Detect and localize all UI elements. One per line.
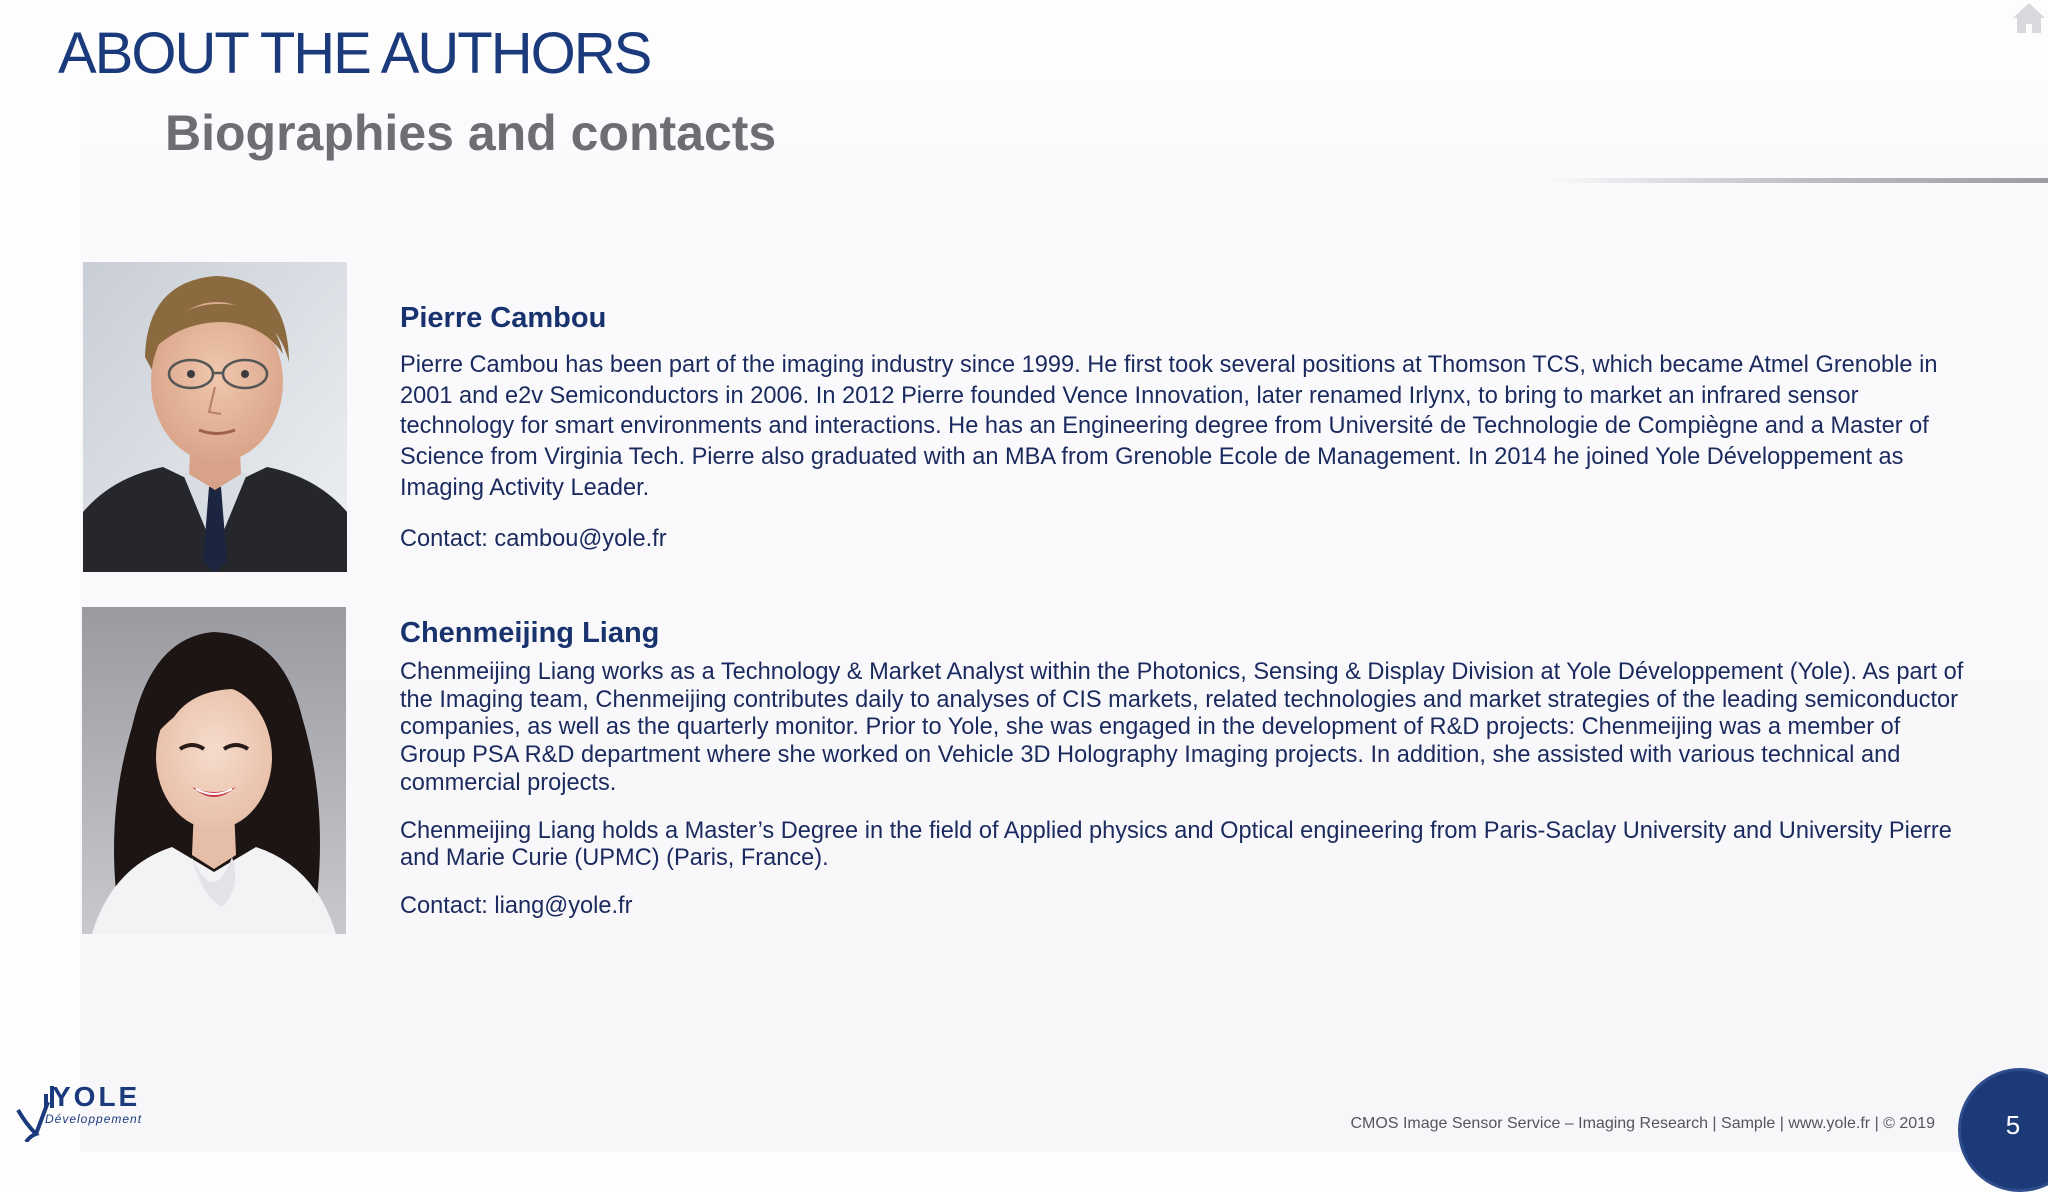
page-number: 5 [2005,1110,2021,1140]
author-photo-chenmeijing-liang [82,607,346,934]
author-contact[interactable]: Contact: cambou@yole.fr [400,525,667,552]
home-icon[interactable] [2010,0,2048,38]
page-title: ABOUT THE AUTHORS [58,21,651,86]
author-bio-text: Chenmeijing Liang works as a Technology & Market Analyst within the Photonics, Sensing & Display Division at Yole Développement (Yole). As part of the Imaging team, Chenmeijing contributes daily to analyses of CIS markets, related technologies and market strategies of the leading semiconductor companies, as well as the quarterly monitor. Prior to Yole, she was engaged in the development of R&D projects: Chenmeijing was a member of Group PSA R&D department where she worked on Vehicle 3D Holography Imaging projects. In addition, she assisted with various technical and commercial projects. [400,659,1964,796]
author-bio-education: Chenmeijing Liang holds a Master’s Degree in the field of Applied physics and Optical engineering from Paris-Saclay University and University Pierre and Marie Curie (UPMC) (Paris, France). [400,817,1952,872]
author-photo-pierre-cambou [83,262,347,572]
logo-subtitle: Développement [45,1112,143,1126]
author-bio-text: Pierre Cambou has been part of the imaging industry since 1999. He first took several positions at Thomson TCS, which became Atmel Grenoble in 2001 and e2v Semiconductors in 2006. In 2012 Pierre founded Vence Innovation, later renamed Irlynx, to bring to market an infrared sensor technology for smart environments and interactions. He has an Engineering degree from Université de Technologie de Compiègne and a Master of Science from Virginia Tech. Pierre also graduated with an MBA from Grenoble Ecole de Management. In 2014 he joined Yole Développement as Imaging Activity Leader. [400,352,1938,501]
footer-text: CMOS Image Sensor Service – Imaging Research | Sample | www.yole.fr | © 2019 [1350,1115,1935,1132]
author-contact[interactable]: Contact: liang@yole.fr [400,892,633,919]
author-name: Pierre Cambou [400,302,607,334]
page-subtitle: Biographies and contacts [165,105,777,161]
logo-wordmark: YOLE [52,1081,141,1112]
author-bio-pierre-cambou [400,300,1965,554]
header-divider [1545,178,2048,183]
author-name: Chenmeijing Liang [400,617,660,649]
author-bio-chenmeijing-liang [400,615,1965,921]
